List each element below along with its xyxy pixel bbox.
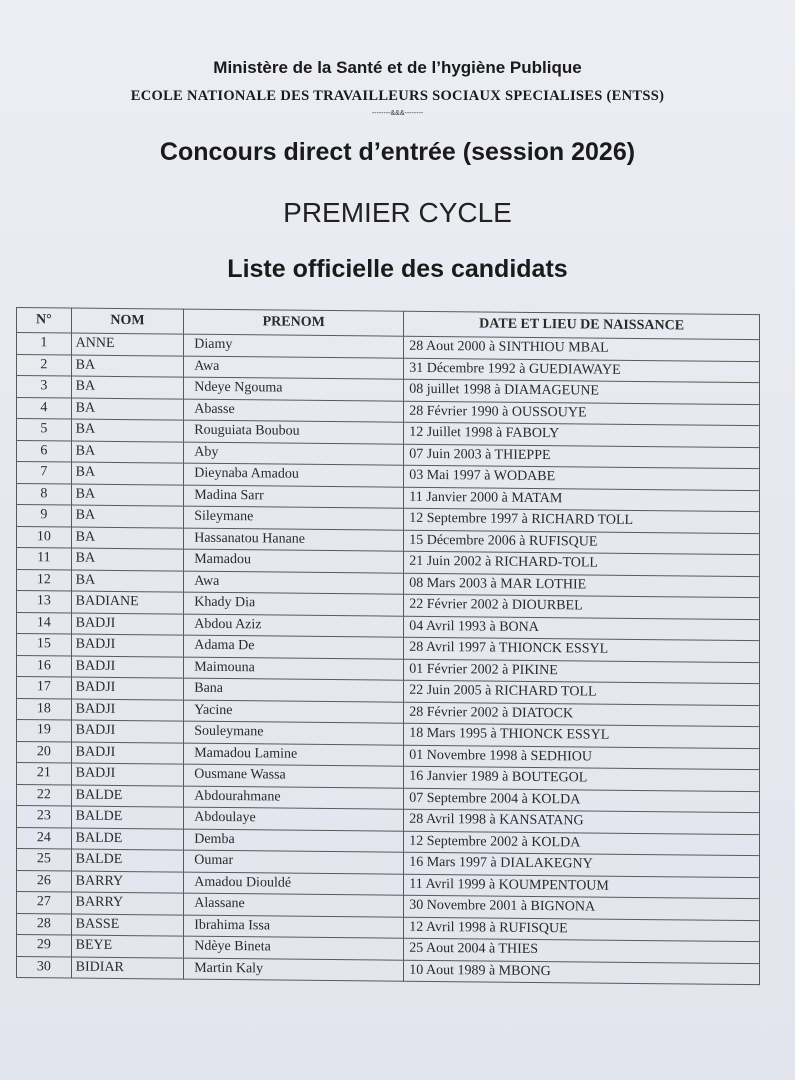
cell-number: 7: [17, 462, 72, 484]
cell-date-lieu: 11 Janvier 2000 à MATAM: [404, 487, 760, 512]
column-header-nom: NOM: [71, 308, 184, 334]
cell-prenom: Oumar: [184, 850, 404, 874]
cell-number: 23: [17, 806, 72, 828]
cell-date-lieu: 28 Février 1990 à OUSSOUYE: [404, 401, 760, 426]
cell-nom: BADJI: [71, 656, 184, 679]
cell-number: 6: [17, 440, 72, 462]
cell-number: 11: [17, 548, 72, 570]
cell-prenom: Martin Kaly: [184, 958, 404, 982]
cell-nom: BADJI: [71, 720, 184, 743]
column-header-date-lieu: DATE ET LIEU DE NAISSANCE: [404, 311, 760, 339]
cell-prenom: Aby: [184, 442, 404, 466]
cell-number: 26: [17, 870, 72, 892]
concours-title: Concours direct d’entrée (session 2026): [159, 138, 636, 166]
cell-nom: BASSE: [71, 914, 184, 937]
cell-date-lieu: 31 Décembre 1992 à GUEDIAWAYE: [404, 358, 760, 383]
cell-number: 17: [17, 677, 72, 699]
cell-nom: BA: [71, 548, 184, 571]
cell-nom: BADJI: [71, 699, 184, 722]
school-heading: ECOLE NATIONALE DES TRAVAILLEURS SOCIAUX SPECIALISES (ENTSS): [130, 88, 665, 104]
cell-prenom: Ibrahima Issa: [184, 915, 404, 939]
cell-nom: BA: [71, 527, 184, 550]
column-header-prenom: PRENOM: [184, 309, 404, 336]
cell-date-lieu: 01 Novembre 1998 à SEDHIOU: [404, 745, 760, 770]
cell-nom: BA: [71, 462, 184, 485]
cell-prenom: Ousmane Wassa: [184, 764, 404, 788]
cell-date-lieu: 28 Aout 2000 à SINTHIOU MBAL: [404, 336, 760, 361]
cell-date-lieu: 28 Avril 1998 à KANSATANG: [404, 809, 760, 834]
cell-number: 18: [17, 698, 72, 720]
cell-number: 13: [17, 591, 72, 613]
cell-number: 19: [17, 720, 72, 742]
cell-prenom: Yacine: [184, 700, 404, 724]
cell-date-lieu: 08 juillet 1998 à DIAMAGEUNE: [404, 379, 760, 404]
cell-number: 2: [17, 354, 72, 376]
cell-date-lieu: 07 Juin 2003 à THIEPPE: [404, 444, 760, 469]
cell-date-lieu: 12 Juillet 1998 à FABOLY: [404, 422, 760, 447]
cell-number: 8: [17, 483, 72, 505]
cell-date-lieu: 15 Décembre 2006 à RUFISQUE: [404, 530, 760, 555]
cell-date-lieu: 22 Février 2002 à DIOURBEL: [404, 594, 760, 619]
cell-date-lieu: 25 Aout 2004 à THIES: [404, 938, 760, 963]
cell-prenom: Amadou Diouldé: [184, 872, 404, 896]
cell-number: 15: [17, 634, 72, 656]
cell-number: 30: [17, 956, 72, 978]
cell-date-lieu: 30 Novembre 2001 à BIGNONA: [404, 895, 760, 920]
cell-number: 20: [17, 741, 72, 763]
cell-date-lieu: 18 Mars 1995 à THIONCK ESSYL: [404, 723, 760, 748]
cell-number: 28: [17, 913, 72, 935]
cell-prenom: Abdourahmane: [184, 786, 404, 810]
cell-nom: ANNE: [71, 333, 184, 356]
cell-nom: BALDE: [71, 849, 184, 872]
cell-nom: BARRY: [71, 871, 184, 894]
cell-date-lieu: 04 Avril 1993 à BONA: [404, 616, 760, 641]
cell-nom: BADJI: [71, 634, 184, 657]
cell-number: 5: [17, 419, 72, 441]
cell-nom: BIDIAR: [71, 957, 184, 980]
cycle-title: PREMIER CYCLE: [283, 197, 512, 228]
cell-prenom: Khady Dia: [184, 592, 404, 616]
cell-prenom: Sileymane: [184, 506, 404, 530]
cell-number: 14: [17, 612, 72, 634]
cell-prenom: Demba: [184, 829, 404, 853]
cell-date-lieu: 21 Juin 2002 à RICHARD-TOLL: [404, 551, 760, 576]
cell-nom: BADJI: [71, 613, 184, 636]
cell-prenom: Madina Sarr: [184, 485, 404, 509]
cell-number: 16: [17, 655, 72, 677]
cell-number: 12: [17, 569, 72, 591]
cell-nom: BARRY: [71, 892, 184, 915]
cell-prenom: Hassanatou Hanane: [184, 528, 404, 552]
cell-date-lieu: 28 Avril 1997 à THIONCK ESSYL: [404, 637, 760, 662]
cell-nom: BADIANE: [71, 591, 184, 614]
column-header-number: N°: [17, 308, 72, 334]
cell-number: 10: [17, 526, 72, 548]
cell-date-lieu: 16 Janvier 1989 à BOUTEGOL: [404, 766, 760, 791]
cell-nom: BA: [71, 484, 184, 507]
cell-nom: BA: [71, 505, 184, 528]
cell-nom: BA: [71, 441, 184, 464]
cell-prenom: Abdou Aziz: [184, 614, 404, 638]
cell-prenom: Abasse: [184, 399, 404, 423]
cell-number: 25: [17, 849, 72, 871]
ministry-heading: Ministère de la Santé et de l’hygiène Publique: [213, 58, 582, 77]
cell-nom: BALDE: [71, 806, 184, 829]
candidates-table: [16, 307, 760, 985]
cell-number: 3: [17, 376, 72, 398]
cell-date-lieu: 11 Avril 1999 à KOUMPENTOUM: [404, 874, 760, 899]
cell-date-lieu: 12 Septembre 2002 à KOLDA: [404, 831, 760, 856]
cell-number: 9: [17, 505, 72, 527]
cell-number: 21: [17, 763, 72, 785]
cell-nom: BA: [71, 355, 184, 378]
separator: --------&&&--------: [371, 110, 424, 117]
cell-nom: BA: [71, 398, 184, 421]
cell-date-lieu: 12 Avril 1998 à RUFISQUE: [404, 917, 760, 942]
cell-prenom: Abdoulaye: [184, 807, 404, 831]
cell-date-lieu: 16 Mars 1997 à DIALAKEGNY: [404, 852, 760, 877]
cell-nom: BA: [71, 376, 184, 399]
cell-nom: BADJI: [71, 742, 184, 765]
cell-date-lieu: 01 Février 2002 à PIKINE: [404, 659, 760, 684]
cell-number: 1: [17, 333, 72, 355]
cell-prenom: Ndeye Ngouma: [184, 377, 404, 401]
cell-number: 24: [17, 827, 72, 849]
cell-prenom: Alassane: [184, 893, 404, 917]
cell-prenom: Mamadou Lamine: [184, 743, 404, 767]
cell-nom: BALDE: [71, 828, 184, 851]
cell-number: 4: [17, 397, 72, 419]
cell-date-lieu: 22 Juin 2005 à RICHARD TOLL: [404, 680, 760, 705]
cell-nom: BADJI: [71, 677, 184, 700]
cell-prenom: Dieynaba Amadou: [184, 463, 404, 487]
cell-date-lieu: 10 Aout 1989 à MBONG: [404, 960, 760, 985]
cell-prenom: Awa: [184, 356, 404, 380]
cell-nom: BALDE: [71, 785, 184, 808]
cell-date-lieu: 28 Février 2002 à DIATOCK: [404, 702, 760, 727]
cell-prenom: Bana: [184, 678, 404, 702]
table-body: [17, 333, 760, 985]
cell-prenom: Maimouna: [184, 657, 404, 681]
cell-nom: BA: [71, 419, 184, 442]
cell-nom: BEYE: [71, 935, 184, 958]
cell-prenom: Awa: [184, 571, 404, 595]
list-title: Liste officielle des candidats: [227, 255, 568, 283]
cell-prenom: Mamadou: [184, 549, 404, 573]
cell-number: 29: [17, 935, 72, 957]
cell-number: 22: [17, 784, 72, 806]
cell-prenom: Souleymane: [184, 721, 404, 745]
cell-date-lieu: 12 Septembre 1997 à RICHARD TOLL: [404, 508, 760, 533]
cell-prenom: Adama De: [184, 635, 404, 659]
cell-date-lieu: 03 Mai 1997 à WODABE: [404, 465, 760, 490]
cell-prenom: Rouguiata Boubou: [184, 420, 404, 444]
cell-number: 27: [17, 892, 72, 914]
cell-prenom: Diamy: [184, 334, 404, 358]
cell-nom: BA: [71, 570, 184, 593]
cell-date-lieu: 08 Mars 2003 à MAR LOTHIE: [404, 573, 760, 598]
cell-nom: BADJI: [71, 763, 184, 786]
cell-date-lieu: 07 Septembre 2004 à KOLDA: [404, 788, 760, 813]
cell-prenom: Ndèye Bineta: [184, 936, 404, 960]
